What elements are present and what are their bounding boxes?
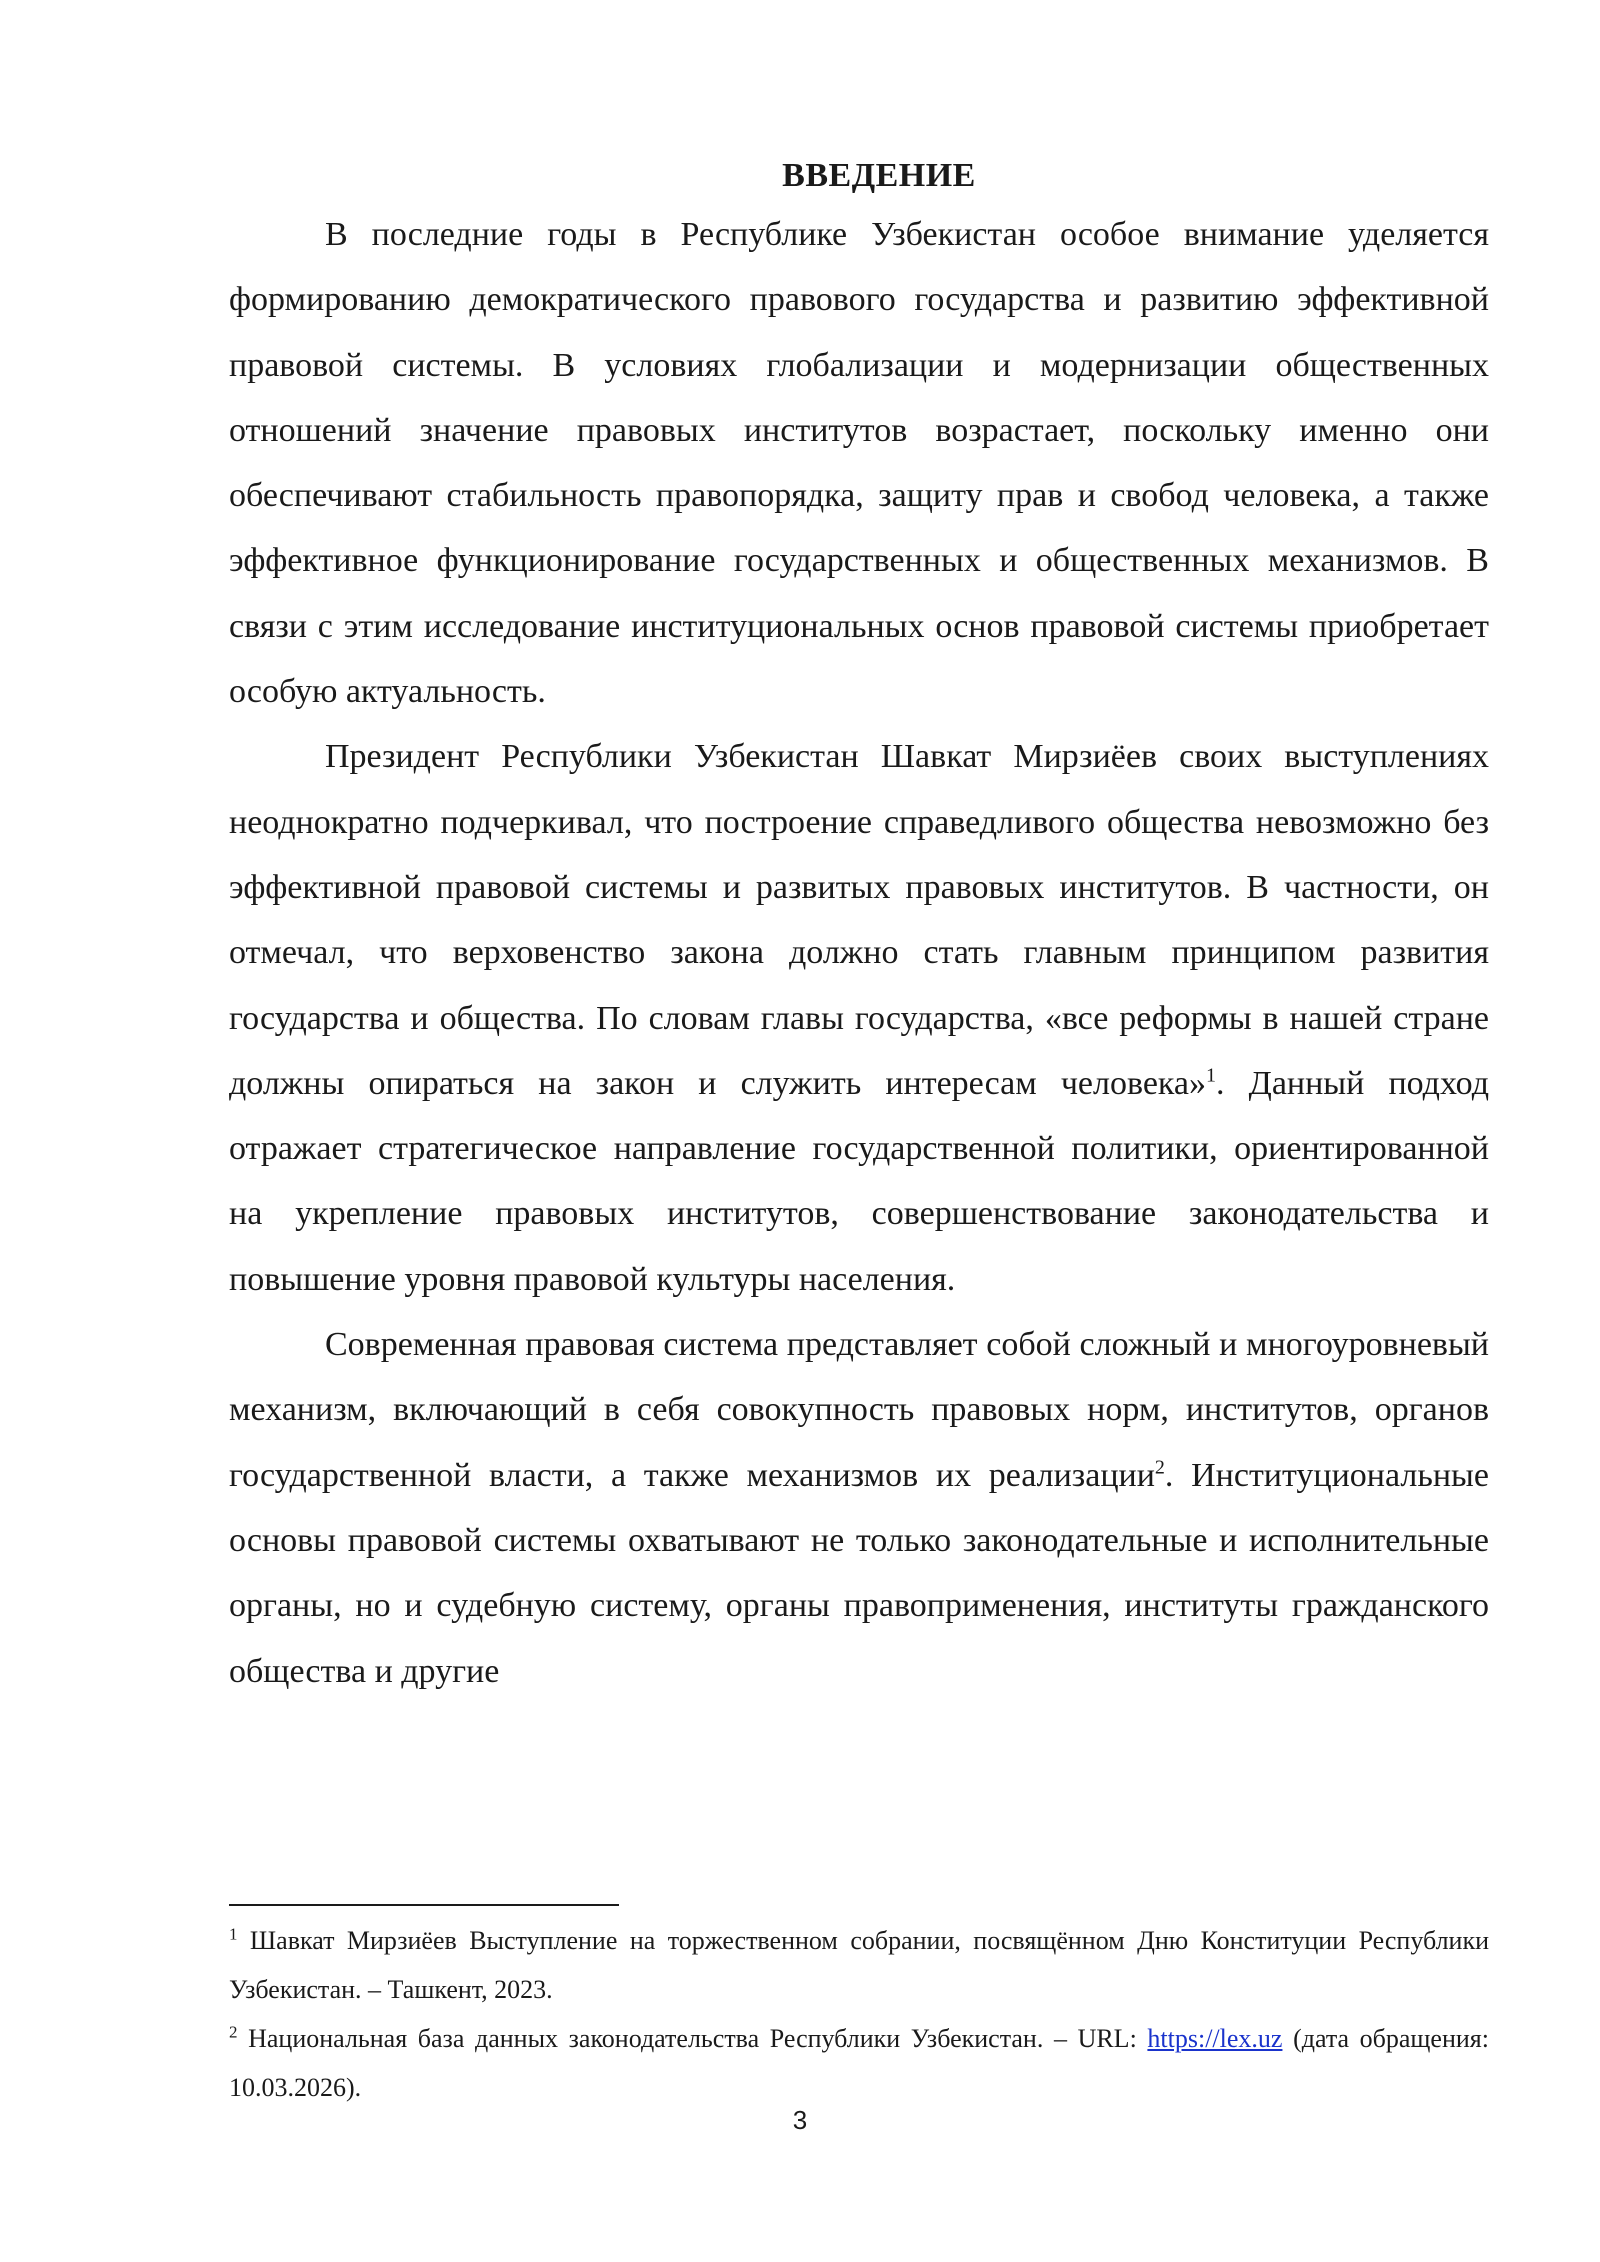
paragraph-2 [229, 724, 1489, 1312]
section-heading: ВВЕДЕНИЕ [782, 157, 976, 194]
paragraph-3-text: Современная правовая система представляет собой сложный и многоуровневый механизм, включающий в себя совокупность правовых норм, институтов, органов государственной власти, а также механизмов их реализации [229, 1326, 1489, 1494]
footnote-2 [229, 2014, 1489, 2112]
footnote-mark-1: 1 [229, 1924, 238, 1944]
footnotes [229, 1916, 1489, 2112]
footnote-1 [229, 1916, 1489, 2014]
footnote-2-text-cont: (дата обращения: 10.03.2026). [229, 2024, 1489, 2102]
footnote-ref-1: 1 [1206, 1064, 1217, 1087]
footnote-ref-2: 2 [1154, 1456, 1165, 1479]
footnote-separator [229, 1904, 619, 1906]
paragraph-3 [229, 1312, 1489, 1704]
lex-uz-link[interactable]: https://lex.uz [1147, 2024, 1283, 2053]
main-text [229, 150, 1489, 1704]
paragraph-3-text-cont: . Институциональные основы правовой системы охватывают не только законодательные и исполнительные органы, но и судебную систему, органы правоприменения, институты гражданского общества и другие [229, 1456, 1489, 1690]
footnote-2-text: Национальная база данных законодательства Республики Узбекистан. – URL: [237, 2024, 1148, 2053]
paragraph-2-text-cont: . Данный подход отражает стратегическое направление государственной политики, ориентированной на укрепление правовых институтов, совершенствование законодательства и повышение уровня правовой культуры населения. [229, 1064, 1489, 1298]
paragraph-1: В последние годы в Республике Узбекистан особое внимание уделяется формированию демократического правового государства и развитию эффективной правовой системы. В условиях глобализации и модернизации общественных отношений значение правовых институтов возрастает, поскольку именно они обеспечивают стабильность правопорядка, защиту прав и свобод человека, а также эффективное функционирование государственных и общественных механизмов. В связи с этим исследование институциональных основ правовой системы приобретает особую актуальность. [229, 216, 1489, 711]
page-number: 3 [792, 2105, 808, 2135]
paragraph-2-text: Президент Республики Узбекистан Шавкат Мирзиёев своих выступлениях неоднократно подчеркивал, что построение справедливого общества невозможно без эффективной правовой системы и развитых правовых институтов. В частности, он отмечал, что верховенство закона должно стать главным принципом развития государства и общества. По словам главы государства, «все реформы в нашей стране должны опираться на закон и служить интересам человека» [229, 738, 1489, 1102]
footnote-1-text: Шавкат Мирзиёев Выступление на торжественном собрании, посвящённом Дню Конституции Республики Узбекистан. – Ташкент, 2023. [229, 1926, 1489, 2004]
footnote-mark-2: 2 [229, 2022, 238, 2042]
